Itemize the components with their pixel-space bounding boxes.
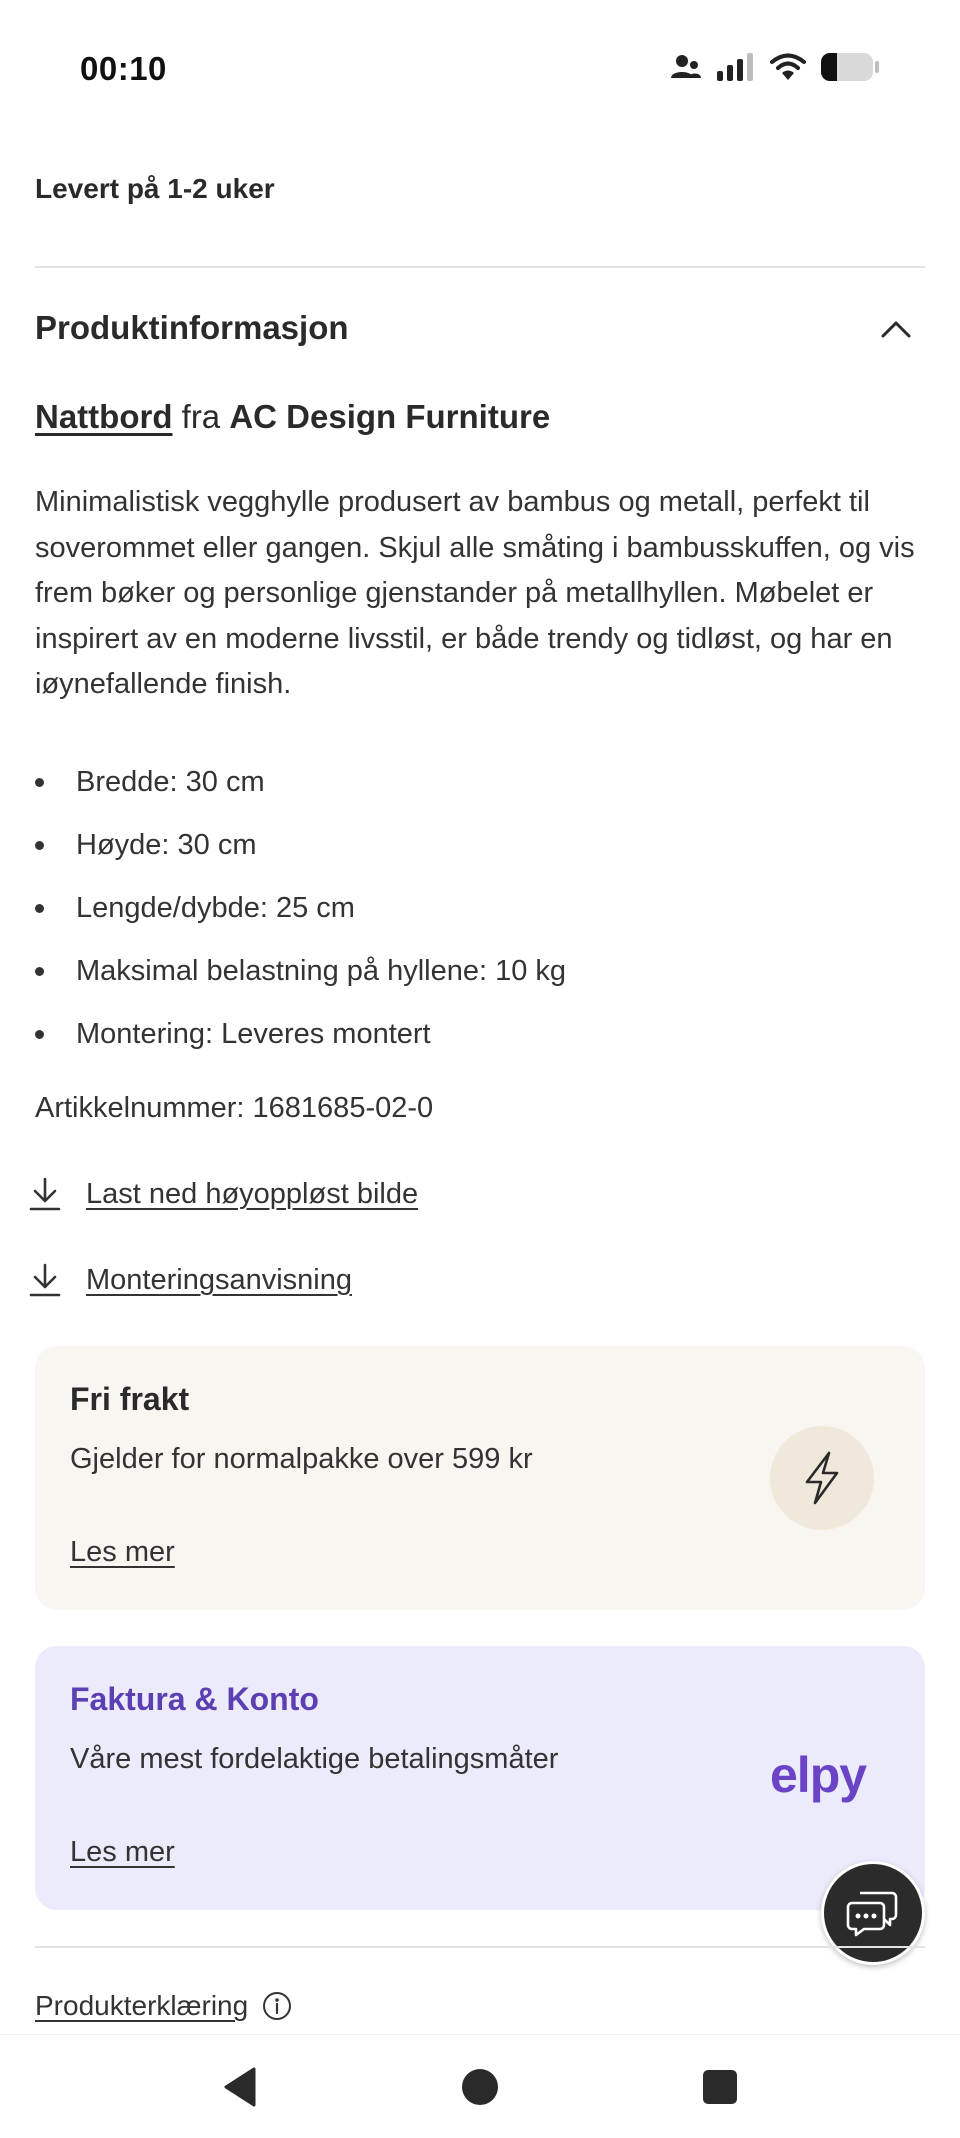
spec-item: Montering: Leveres montert [35, 1012, 566, 1075]
invoice-subtitle: Våre mest fordelaktige betalingsmåter [70, 1743, 559, 1775]
wifi-icon [770, 53, 806, 81]
divider [35, 266, 925, 268]
product-description: Minimalistisk vegghylle produsert av bambus og metall, perfekt til soverommet eller gangen. Skjul alle småting i bambusskuffen, og vis frem bøker og personlige gjenstander på metallhyllen. Møbelet er inspirert av en moderne livsstil, er både trendy og tidløst, og har en iøynefallende finish. [35, 486, 915, 700]
system-nav-bar [0, 2034, 960, 2138]
free-shipping-read-more[interactable]: Les mer [70, 1536, 175, 1568]
battery-icon [820, 52, 880, 82]
brand-name: AC Design Furniture [229, 398, 551, 435]
free-shipping-subtitle: Gjelder for normalpakke over 599 kr [70, 1443, 533, 1475]
recents-icon[interactable] [700, 2065, 740, 2109]
bolt-icon-badge [770, 1426, 874, 1530]
status-icons [670, 52, 880, 82]
info-icon[interactable] [262, 1991, 292, 2021]
spec-list [35, 760, 566, 1075]
product-info-title[interactable]: Produktinformasjon [35, 309, 349, 346]
download-icon [28, 1176, 62, 1212]
free-shipping-title: Fri frakt [70, 1381, 190, 1417]
elpy-logo: elpy [770, 1747, 867, 1803]
invoice-title: Faktura & Konto [70, 1681, 319, 1717]
from-word: fra [172, 398, 230, 435]
back-icon[interactable] [220, 2065, 260, 2109]
download-image-link[interactable] [28, 1176, 418, 1212]
assembly-instructions-link[interactable] [28, 1262, 352, 1298]
chat-icon [846, 1889, 900, 1937]
spec-item: Bredde: 30 cm [35, 760, 566, 823]
assembly-instructions-label[interactable]: Monteringsanvisning [86, 1263, 352, 1296]
free-shipping-card [35, 1346, 925, 1610]
spec-item: Høyde: 30 cm [35, 823, 566, 886]
person-icon [670, 54, 702, 80]
category-link[interactable]: Nattbord [35, 398, 173, 435]
status-time: 00:10 [80, 50, 167, 87]
article-number: Artikkelnummer: 1681685-02-0 [35, 1092, 434, 1124]
product-declaration-label[interactable]: Produkterklæring [35, 1990, 249, 2021]
download-icon [28, 1262, 62, 1298]
product-declaration-link[interactable] [35, 1990, 292, 2022]
invoice-read-more[interactable]: Les mer [70, 1836, 175, 1868]
home-icon[interactable] [460, 2065, 500, 2109]
spec-item: Lengde/dybde: 25 cm [35, 886, 566, 949]
spec-item: Maksimal belastning på hyllene: 10 kg [35, 949, 566, 1012]
download-image-label[interactable]: Last ned høyoppløst bilde [86, 1177, 419, 1210]
delivery-time: Levert på 1-2 uker [35, 173, 275, 204]
chevron-up-icon[interactable] [880, 318, 912, 340]
lightning-icon [799, 1450, 845, 1506]
status-bar [0, 0, 960, 140]
invoice-card [35, 1646, 925, 1910]
chat-button[interactable] [821, 1861, 925, 1965]
divider [35, 1946, 925, 1948]
signal-icon [716, 53, 756, 81]
brand-line [35, 398, 550, 436]
